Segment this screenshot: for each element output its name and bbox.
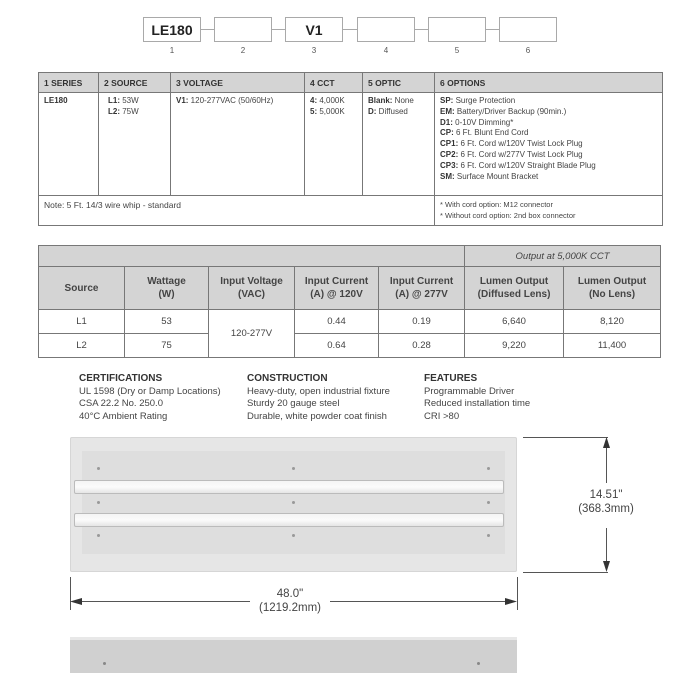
code-number: 4 <box>383 46 389 55</box>
fixture-side-view <box>70 637 517 673</box>
option-line: CP1: 6 Ft. Cord w/120V Twist Lock Plug <box>440 139 583 149</box>
wattage-value: 53 <box>125 310 209 334</box>
performance-table <box>38 245 661 358</box>
table-row <box>39 310 661 334</box>
certifications-block <box>79 373 221 423</box>
input-voltage-value: 120-277V <box>209 310 295 358</box>
dimension-line-height <box>606 528 607 564</box>
header-current-120: Input Current (A) @ 120V <box>295 267 379 310</box>
ordering-table <box>38 72 663 226</box>
feature-line: UL 1598 (Dry or Damp Locations) <box>79 385 221 397</box>
option-line: SM: Surface Mount Bracket <box>440 171 539 181</box>
option-line: 5: 5,000K <box>310 106 345 116</box>
extension-line <box>523 572 608 573</box>
options-cell <box>435 93 663 196</box>
header-optic: 5 OPTIC <box>363 73 435 93</box>
height-dimension-label: 14.51" (368.3mm) <box>578 489 634 515</box>
screw-icon <box>97 534 100 537</box>
header-cct: 4 CCT <box>305 73 363 93</box>
performance-super-header <box>39 246 661 267</box>
header-wattage: Wattage (W) <box>125 267 209 310</box>
wire-whip-note: Note: 5 Ft. 14/3 wire whip - standard <box>44 200 182 210</box>
code-box-options <box>499 17 557 42</box>
connector-line <box>201 29 214 30</box>
ordering-note-row <box>39 196 663 226</box>
footnote: * With cord option: M12 connector <box>440 200 553 209</box>
option-line: D: Diffused <box>368 106 408 116</box>
connector-line <box>272 29 285 30</box>
option-line: CP2: 6 Ft. Cord w/277V Twist Lock Plug <box>440 149 583 159</box>
option-line: 4: 4,000K <box>310 96 345 105</box>
code-box-cct <box>357 17 415 42</box>
current-120-value: 0.64 <box>295 334 379 358</box>
dimension-line-width <box>80 601 250 602</box>
screw-icon <box>487 467 490 470</box>
header-input-voltage: Input Voltage (VAC) <box>209 267 295 310</box>
option-line: V1: 120-277VAC (50/60Hz) <box>176 96 274 105</box>
option-line: EM: Battery/Driver Backup (90min.) <box>440 106 567 116</box>
connector-line <box>343 29 357 30</box>
ordering-body-row <box>39 93 663 196</box>
code-number: 1 <box>169 46 175 55</box>
feature-line: Programmable Driver <box>424 385 515 397</box>
construction-block <box>247 373 390 423</box>
series-cell <box>39 93 99 196</box>
header-voltage: 3 VOLTAGE <box>171 73 305 93</box>
header-lumen-no-lens: Lumen Output (No Lens) <box>564 267 661 310</box>
header-source: 2 SOURCE <box>99 73 171 93</box>
features-title: FEATURES <box>424 373 478 384</box>
fixture-front-view <box>70 437 517 572</box>
header-lumen-diffused: Lumen Output (Diffused Lens) <box>465 267 564 310</box>
screw-icon <box>292 467 295 470</box>
dimension-line-height <box>606 445 607 483</box>
lumen-diffused-value: 6,640 <box>465 310 564 334</box>
screw-icon <box>487 501 490 504</box>
screw-icon <box>487 534 490 537</box>
screw-icon <box>292 534 295 537</box>
screw-icon <box>292 501 295 504</box>
construction-title: CONSTRUCTION <box>247 373 328 384</box>
connector-line <box>415 29 428 30</box>
feature-line: Sturdy 20 gauge steel <box>247 398 340 409</box>
code-box-voltage: V1 <box>285 17 343 42</box>
code-number: 5 <box>454 46 460 55</box>
table-row <box>39 334 661 358</box>
voltage-cell <box>171 93 305 196</box>
arrow-down-icon <box>600 561 613 573</box>
option-line: CP3: 6 Ft. Cord w/120V Straight Blade Plug <box>440 160 596 170</box>
extension-line <box>523 437 608 438</box>
screw-icon <box>97 467 100 470</box>
footnote: * Without cord option: 2nd box connector <box>440 210 576 220</box>
cct-cell <box>305 93 363 196</box>
current-277-value: 0.19 <box>379 310 465 334</box>
performance-header-row <box>39 267 661 310</box>
feature-line: Durable, white powder coat finish <box>247 410 387 422</box>
lumen-no-lens-value: 8,120 <box>564 310 661 334</box>
option-line: D1: 0-10V Dimming* <box>440 117 514 127</box>
header-options: 6 OPTIONS <box>435 73 663 93</box>
screw-icon <box>477 662 480 665</box>
lumen-diffused-value: 9,220 <box>465 334 564 358</box>
option-line: SP: Surge Protection <box>440 96 516 105</box>
connector-line <box>486 29 499 30</box>
dimension-line-width <box>330 601 508 602</box>
feature-line: CSA 22.2 No. 250.0 <box>79 398 163 409</box>
source-cell <box>99 93 171 196</box>
feature-line: CRI >80 <box>424 410 460 422</box>
option-line: CP: 6 Ft. Blunt End Cord <box>440 128 529 138</box>
ordering-header-row <box>39 73 663 93</box>
current-120-value: 0.44 <box>295 310 379 334</box>
arrow-right-icon <box>505 595 518 608</box>
header-source: Source <box>39 267 125 310</box>
code-box-series: LE180 <box>143 17 201 42</box>
screw-icon <box>97 501 100 504</box>
code-number: 6 <box>525 46 531 55</box>
code-number: 3 <box>311 46 317 55</box>
lamp-tube <box>74 513 504 527</box>
code-number: 2 <box>240 46 246 55</box>
option-line: L2: 75W <box>108 106 139 116</box>
source-value: L2 <box>39 334 125 358</box>
option-line: L1: 53W <box>108 96 139 105</box>
lumen-no-lens-value: 11,400 <box>564 334 661 358</box>
output-cct-label: Output at 5,000K CCT <box>465 246 661 267</box>
source-value: L1 <box>39 310 125 334</box>
screw-icon <box>103 662 106 665</box>
arrow-left-icon <box>70 595 83 608</box>
note-cell <box>39 196 435 226</box>
optic-cell <box>363 93 435 196</box>
feature-line: Reduced installation time <box>424 398 531 409</box>
feature-line: 40°C Ambient Rating <box>79 410 168 422</box>
current-277-value: 0.28 <box>379 334 465 358</box>
features-block <box>424 373 530 423</box>
width-dimension-label: 48.0" (1219.2mm) <box>259 588 321 614</box>
code-box-source <box>214 17 272 42</box>
footnote-cell <box>435 196 663 226</box>
option-line: Blank: None <box>368 96 414 105</box>
wattage-value: 75 <box>125 334 209 358</box>
lamp-tube <box>74 480 504 494</box>
series-value: LE180 <box>44 96 68 105</box>
feature-line: Heavy-duty, open industrial fixture <box>247 385 390 397</box>
header-current-277: Input Current (A) @ 277V <box>379 267 465 310</box>
arrow-up-icon <box>600 437 613 449</box>
certifications-title: CERTIFICATIONS <box>79 373 163 384</box>
header-series: 1 SERIES <box>39 73 99 93</box>
code-box-optic <box>428 17 486 42</box>
